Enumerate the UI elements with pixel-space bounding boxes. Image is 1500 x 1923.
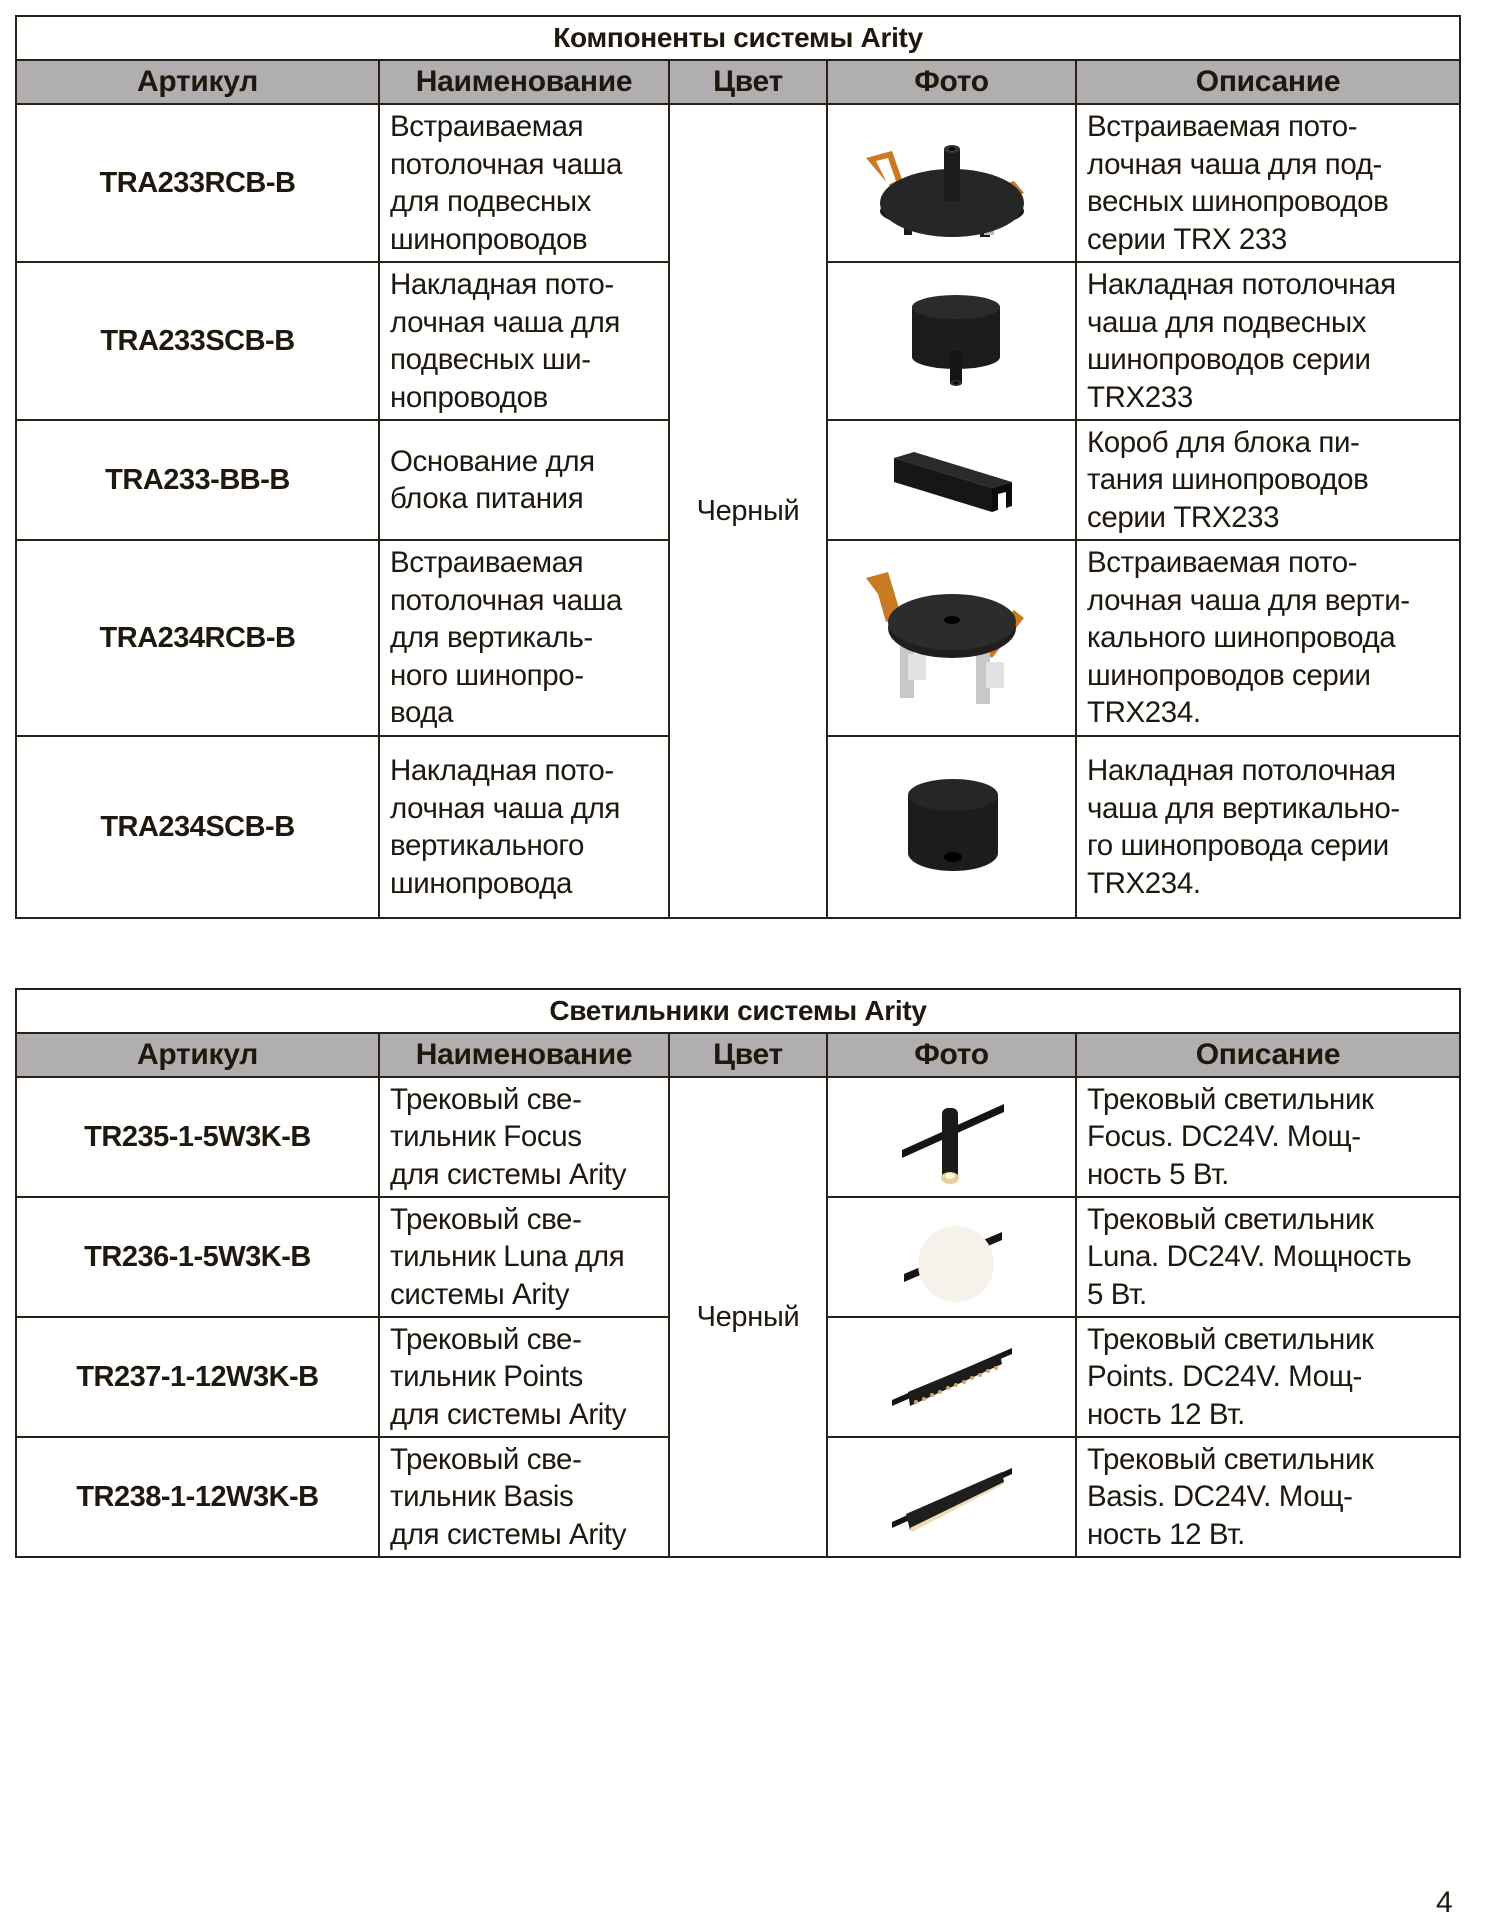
table-title: Компоненты системы Arity [16, 16, 1460, 60]
description-cell: Трековый светильник Basis. DC24V. Мощ- ность 12 Вт. [1076, 1437, 1460, 1557]
points-linear-light-icon [852, 1322, 1052, 1432]
article-cell: TRA233-BB-B [16, 420, 379, 540]
name-cell: Трековый све- тильник Luna для системы Arity [379, 1197, 669, 1317]
surface-canopy-icon [852, 767, 1052, 887]
photo-cell [827, 262, 1076, 420]
power-supply-box-icon [852, 430, 1052, 530]
column-header-article: Артикул [16, 1033, 379, 1077]
focus-spotlight-icon [852, 1082, 1052, 1192]
color-cell: Черный [669, 104, 827, 918]
basis-linear-light-icon [852, 1442, 1052, 1552]
article-cell: TR238-1-12W3K-B [16, 1437, 379, 1557]
article-cell: TRA233RCB-B [16, 104, 379, 262]
column-header-color: Цвет [669, 1033, 827, 1077]
photo-cell [827, 736, 1076, 918]
name-cell: Трековый све- тильник Focus для системы Arity [379, 1077, 669, 1197]
column-header-article: Артикул [16, 60, 379, 104]
article-cell: TR236-1-5W3K-B [16, 1197, 379, 1317]
description-cell: Встраиваемая пото- лочная чаша для верти- кального шинопровода шинопроводов серии TRX234. [1076, 540, 1460, 736]
description-cell: Трековый светильник Luna. DC24V. Мощность 5 Вт. [1076, 1197, 1460, 1317]
article-cell: TRA233SCB-B [16, 262, 379, 420]
name-cell: Трековый све- тильник Basis для системы Arity [379, 1437, 669, 1557]
table-title-row [16, 989, 1460, 1033]
luna-globe-light-icon [852, 1202, 1052, 1312]
name-cell: Накладная пото- лочная чаша для вертикального шинопровода [379, 736, 669, 918]
article-cell: TRA234RCB-B [16, 540, 379, 736]
article-cell: TR237-1-12W3K-B [16, 1317, 379, 1437]
article-cell: TR235-1-5W3K-B [16, 1077, 379, 1197]
recessed-canopy-with-clips-icon [852, 558, 1052, 718]
name-cell: Основание для блока питания [379, 420, 669, 540]
page-number: 4 [1436, 1886, 1453, 1919]
name-cell: Трековый све- тильник Points для системы Arity [379, 1317, 669, 1437]
table-row [16, 1077, 1460, 1197]
column-header-photo: Фото [827, 1033, 1076, 1077]
column-header-photo: Фото [827, 60, 1076, 104]
column-header-name: Наименование [379, 60, 669, 104]
table-header-row [16, 1033, 1460, 1077]
photo-cell [827, 1077, 1076, 1197]
name-cell: Встраиваемая потолочная чаша для вертикаль- ного шинопро- вода [379, 540, 669, 736]
table-title: Светильники системы Arity [16, 989, 1460, 1033]
description-cell: Трековый светильник Points. DC24V. Мощ- ность 12 Вт. [1076, 1317, 1460, 1437]
name-cell: Накладная пото- лочная чаша для подвесных ши- нопроводов [379, 262, 669, 420]
table-header-row [16, 60, 1460, 104]
components-table [15, 15, 1461, 919]
description-cell: Встраиваемая пото- лочная чаша для под- весных шинопроводов серии TRX 233 [1076, 104, 1460, 262]
description-cell: Трековый светильник Focus. DC24V. Мощ- ность 5 Вт. [1076, 1077, 1460, 1197]
article-cell: TRA234SCB-B [16, 736, 379, 918]
table-title-row [16, 16, 1460, 60]
description-cell: Короб для блока пи- тания шинопроводов серии TRX233 [1076, 420, 1460, 540]
table-row [16, 104, 1460, 262]
recessed-canopy-with-pendant-stem-icon [852, 123, 1052, 243]
color-cell: Черный [669, 1077, 827, 1557]
photo-cell [827, 1437, 1076, 1557]
column-header-color: Цвет [669, 60, 827, 104]
photo-cell [827, 1197, 1076, 1317]
column-header-description: Описание [1076, 1033, 1460, 1077]
photo-cell [827, 540, 1076, 736]
photo-cell [827, 104, 1076, 262]
photo-cell [827, 1317, 1076, 1437]
description-cell: Накладная потолочная чаша для вертикально- го шинопровода серии TRX234. [1076, 736, 1460, 918]
surface-canopy-with-stem-icon [852, 281, 1052, 401]
description-cell: Накладная потолочная чаша для подвесных шинопроводов серии TRX233 [1076, 262, 1460, 420]
photo-cell [827, 420, 1076, 540]
name-cell: Встраиваемая потолочная чаша для подвесных шинопроводов [379, 104, 669, 262]
column-header-description: Описание [1076, 60, 1460, 104]
column-header-name: Наименование [379, 1033, 669, 1077]
luminaires-table [15, 988, 1461, 1558]
